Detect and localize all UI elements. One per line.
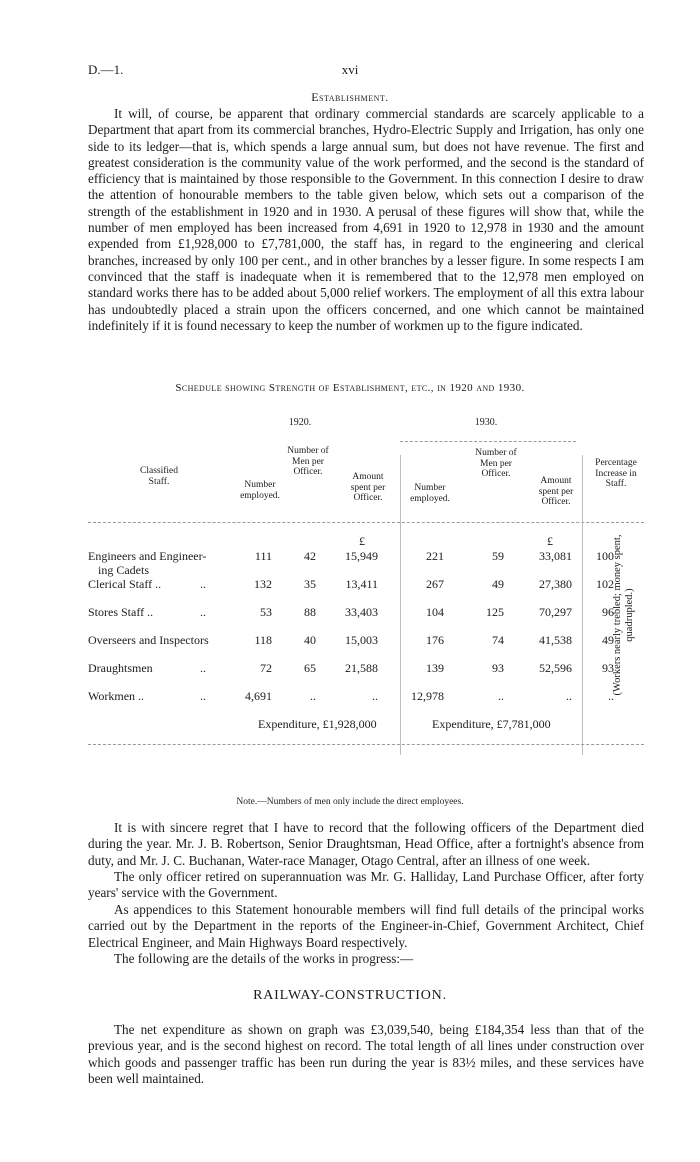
clerical-amount-1930: 27,380 — [539, 577, 572, 591]
draughtsmen-men-per-officer-1920: 65 — [304, 661, 316, 675]
clerical-percentage: 102 — [596, 577, 614, 591]
draughtsmen-number-1930: 139 — [426, 661, 444, 675]
stores-men-per-officer-1930: 125 — [486, 605, 504, 619]
row-label-workmen: Workmen .. — [88, 689, 145, 703]
draughtsmen-amount-1930: 52,596 — [539, 661, 572, 675]
overseers-men-per-officer-1930: 74 — [492, 633, 504, 647]
workmen-dots: .. — [200, 689, 206, 703]
paragraph-obituary: It is with sincere regret that I have to record that the following officers of the Department died during the year. Mr. J. B. Robertson, Senior Draughtsman, Head Office, after a fortnight's absence from duty, and Mr. J. C. Buchanan, Water-race Manager, Otago Central, after an illness of one week. — [88, 820, 644, 868]
overseers-amount-1930: 41,538 — [539, 633, 572, 647]
draughtsmen-percentage: 93 — [602, 661, 614, 675]
row-label-overseers: Overseers and Inspectors — [88, 633, 209, 647]
stores-men-per-officer-1920: 88 — [304, 605, 316, 619]
table-divider-1 — [400, 455, 401, 755]
stores-percentage: 96 — [602, 605, 614, 619]
clerical-amount-1920: 13,411 — [345, 577, 378, 591]
col-number-employed-1930: Number employed. — [410, 483, 450, 504]
engineers-amount-1920: 15,949 — [345, 549, 378, 563]
stores-amount-1930: 70,297 — [539, 605, 572, 619]
table-bottom-rule — [88, 744, 644, 745]
overseers-men-per-officer-1920: 40 — [304, 633, 316, 647]
report-code: D.—1. — [88, 62, 124, 77]
col-men-per-officer-1920: Number of Men per Officer. — [287, 446, 329, 477]
col-amount-per-officer-1920: Amount spent per Officer. — [350, 472, 386, 503]
col-classified-staff: Classified Staff. — [140, 466, 178, 487]
workmen-men-per-officer-1920: .. — [310, 689, 316, 703]
stores-number-1930: 104 — [426, 605, 444, 619]
draughtsmen-number-1920: 72 — [260, 661, 272, 675]
section-title-railway-construction: RAILWAY-CONSTRUCTION. — [253, 988, 447, 1003]
engineers-amount-1930: 33,081 — [539, 549, 572, 563]
workmen-amount-1930: .. — [566, 689, 572, 703]
overseers-number-1920: 118 — [254, 633, 272, 647]
engineers-men-per-officer-1930: 59 — [492, 549, 504, 563]
clerical-number-1930: 267 — [426, 577, 444, 591]
side-note-rotated — [612, 530, 638, 700]
expenditure-1920: Expenditure, £1,928,000 — [258, 717, 377, 731]
clerical-men-per-officer-1930: 49 — [492, 577, 504, 591]
table-note: Note.—Numbers of men only include the direct employees. — [236, 797, 464, 807]
col-percentage-increase: Percentage Increase in Staff. — [595, 458, 637, 489]
workmen-number-1930: 12,978 — [411, 689, 444, 703]
clerical-number-1920: 132 — [254, 577, 272, 591]
engineers-number-1930: 221 — [426, 549, 444, 563]
stores-dots: .. — [200, 605, 206, 619]
engineers-number-1920: 111 — [254, 549, 272, 563]
expenditure-1930: Expenditure, £7,781,000 — [432, 717, 551, 731]
row-label-clerical: Clerical Staff .. — [88, 577, 162, 591]
workmen-amount-1920: .. — [372, 689, 378, 703]
overseers-number-1930: 176 — [426, 633, 444, 647]
table-divider-2 — [582, 455, 583, 755]
row-label-engineers: Engineers and Engineer- — [88, 549, 207, 563]
paragraph-appendices: As appendices to this Statement honourable members will find full details of the principal works carried out by the Department in the reports of the Engineer-in-Chief, Government Architect, Chief Electrical Engineer, and Main Highways Board respectively. — [88, 902, 644, 950]
clerical-dots: .. — [200, 577, 206, 591]
paragraph-works-intro: The following are the details of the works in progress:— — [114, 951, 414, 966]
year-1920-header: 1920. — [288, 417, 312, 428]
table-title: Schedule showing Strength of Establishment, etc., in 1920 and 1930. — [175, 382, 525, 394]
col-men-per-officer-1930: Number of Men per Officer. — [475, 448, 517, 479]
overseers-percentage: 49 — [602, 633, 614, 647]
table-header-rule — [88, 522, 644, 523]
overseers-amount-1920: 15,003 — [345, 633, 378, 647]
engineers-percentage: 100 — [596, 549, 614, 563]
workmen-men-per-officer-1930: .. — [498, 689, 504, 703]
year-1930-header: 1930. — [474, 417, 498, 428]
workmen-number-1920: 4,691 — [245, 689, 272, 703]
side-note-text: (Workers nearly trebled; money spent, quadrupled.) — [612, 534, 635, 696]
currency-marker-1930: £ — [547, 534, 553, 548]
stores-number-1920: 53 — [260, 605, 272, 619]
paragraph-railway: The net expenditure as shown on graph was £3,039,540, being £184,354 less than that of the previous year, and is the second highest on record. The total length of all lines under construction over which goods and passenger traffic has been run during the year is 83½ miles, and these services have been well maintained. — [88, 1022, 644, 1086]
section-title-establishment: Establishment. — [311, 90, 389, 104]
workmen-percentage: .. — [608, 689, 614, 703]
paragraph-establishment: It will, of course, be apparent that ordinary commercial standards are scarcely applicable to a Department that apart from its commercial branches, Hydro-Electric Supply and Irrigation, has only one side to its ledger—that is, which spends a large annual sum, but does not have revenue. The first and greatest consideration is the community value of the work performed, and the second is the standard of efficiency that is maintained by those responsible to the Government. In this connection I desire to draw the attention of honourable members to the table given below, which sets out a comparison of the strength of the establishment in 1920 and in 1930. A perusal of these figures will show that, while the number of men employed has been increased from 4,691 in 1920 to 12,978 in 1930 and the amount expended from £1,928,000 to £7,781,000, the staff has, in regard to the engineering and clerical branches, increased by only 100 per cent., and in other branches by a lesser figure. In some respects I am convinced that the staff is inadequate when it is remembered that to the 12,978 men employed on standard works there has to be added about 5,000 relief workers. The employment of all this extra labour has undoubtedly placed a strain upon the officers concerned, and one which cannot be maintained indefinitely if it is found necessary to keep the number of workmen up to the figure indicated. — [88, 106, 644, 333]
col-number-employed-1920: Number employed. — [240, 480, 280, 501]
year-1930-rule — [400, 441, 576, 442]
page-number: xvi — [341, 62, 359, 77]
stores-amount-1920: 33,403 — [345, 605, 378, 619]
row-label-draughtsmen: Draughtsmen — [88, 661, 153, 675]
row-label-stores: Stores Staff .. — [88, 605, 154, 619]
draughtsmen-dots: .. — [200, 661, 206, 675]
engineers-men-per-officer-1920: 42 — [304, 549, 316, 563]
row-label-engineers-cont: ing Cadets — [98, 563, 149, 577]
draughtsmen-amount-1920: 21,588 — [345, 661, 378, 675]
col-amount-per-officer-1930: Amount spent per Officer. — [538, 476, 574, 507]
paragraph-retirement: The only officer retired on superannuation was Mr. G. Halliday, Land Purchase Officer, after forty years' service with the Government. — [88, 869, 644, 901]
draughtsmen-men-per-officer-1930: 93 — [492, 661, 504, 675]
clerical-men-per-officer-1920: 35 — [304, 577, 316, 591]
currency-marker-1920: £ — [359, 534, 365, 548]
